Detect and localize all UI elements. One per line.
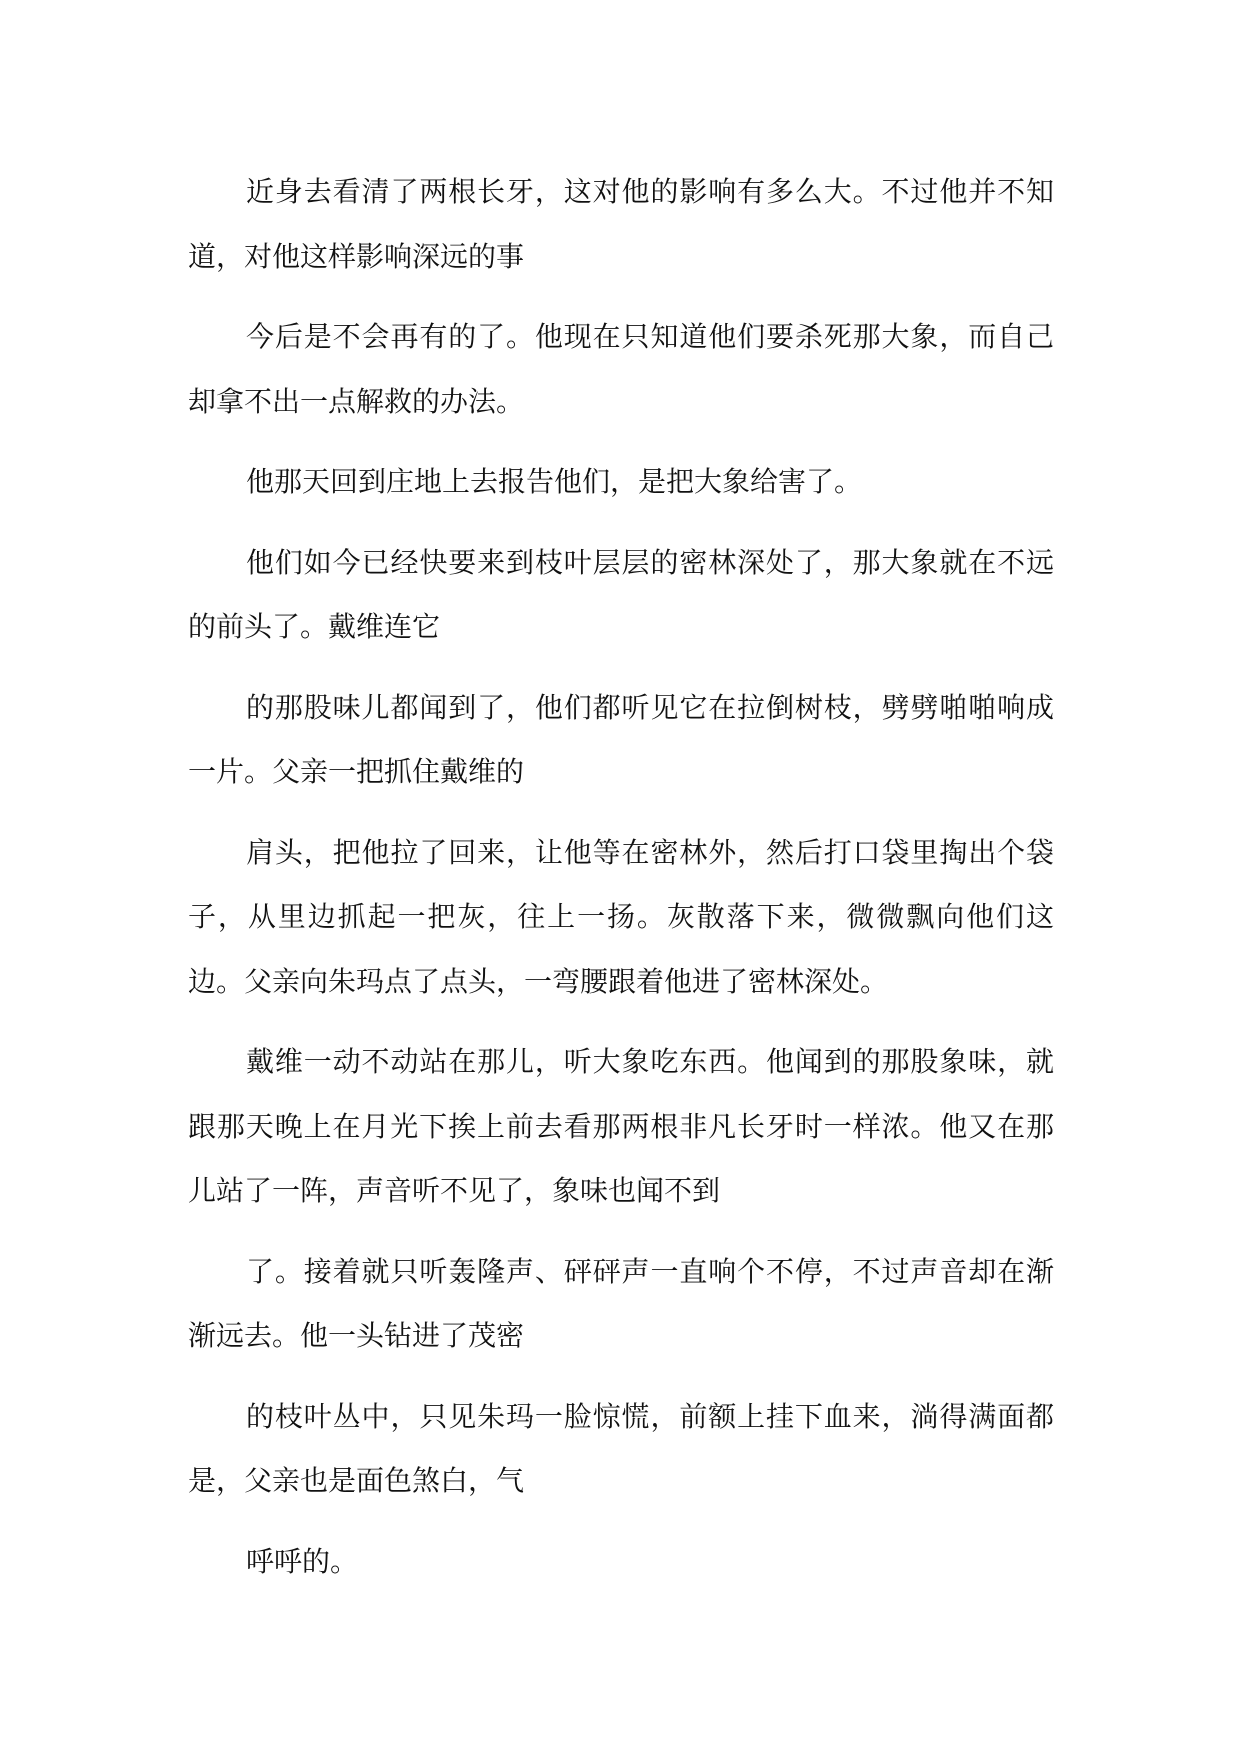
paragraph-7: 戴维一动不动站在那儿，听大象吃东西。他闻到的那股象味，就跟那天晚上在月光下挨上前去看那两根非凡长牙时一样浓。他又在那儿站了一阵，声音听不见了，象味也闻不到 bbox=[188, 1045, 1054, 1207]
paragraph-8: 了。接着就只听轰隆声、砰砰声一直响个不停，不过声音却在渐渐远去。他一头钻进了茂密 bbox=[188, 1254, 1054, 1352]
paragraph-3: 他那天回到庄地上去报告他们，是把大象给害了。 bbox=[246, 465, 863, 498]
paragraph-10: 呼呼的。 bbox=[246, 1544, 359, 1578]
body-text bbox=[188, 160, 1054, 1594]
paragraph-4: 他们如今已经快要来到枝叶层层的密林深处了，那大象就在不远的前头了。戴维连它 bbox=[188, 545, 1054, 643]
paragraph-6: 肩头，把他拉了回来，让他等在密林外，然后打口袋里掏出个袋子，从里边抓起一把灰，往上一扬。灰散落下来，微微飘向他们这边。父亲向朱玛点了点头，一弯腰跟着他进了密林深处。 bbox=[188, 835, 1054, 998]
paragraph-2: 今后是不会再有的了。他现在只知道他们要杀死那大象，而自己却拿不出一点解救的办法。 bbox=[188, 320, 1054, 418]
paragraph-1: 近身去看清了两根长牙，这对他的影响有多么大。不过他并不知道，对他这样影响深远的事 bbox=[188, 175, 1054, 273]
paragraph-5: 的那股味儿都闻到了，他们都听见它在拉倒树枝，劈劈啪啪响成一片。父亲一把抓住戴维的 bbox=[188, 690, 1054, 788]
paragraph-9: 的枝叶丛中，只见朱玛一脸惊慌，前额上挂下血来，淌得满面都是，父亲也是面色煞白，气 bbox=[188, 1399, 1054, 1497]
